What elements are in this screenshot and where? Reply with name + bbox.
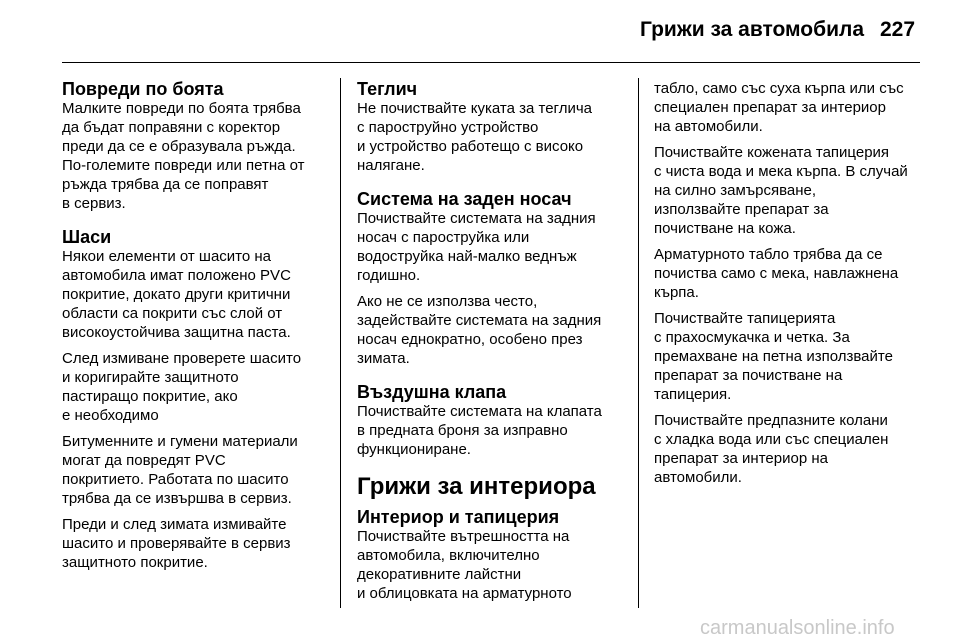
paragraph-chassis-3: Битуменните и гумени материали могат да повредят PVC покритието. Работата по шасито трябва да се извършва в сервиз.: [62, 433, 298, 507]
paragraph-dashboard: Арматурното табло трябва да се почиства само с мека, навлажнена кърпа.: [654, 246, 899, 301]
paragraph-chassis-1: Някои елементи от шасито на автомобила имат положено PVC покритие, докато други критични области са покрити със слой от високоустойчива защитна паста.: [62, 248, 291, 341]
column-3: [654, 79, 926, 494]
heading-interior-upholstery: Интериор и тапицерия: [357, 507, 560, 527]
heading-chassis: Шаси: [62, 227, 112, 247]
paragraph-towbar: Не почиствайте куката за теглича с пароструйно устройство и устройство работещо с високо налягане.: [357, 100, 592, 174]
paragraph-interior-1: Почиствайте вътрешността на автомобила, включително декоративните лайстни и облицовката на арматурното: [357, 528, 572, 602]
page-header-title: Грижи за автомобила: [640, 18, 865, 41]
paragraph-leather: Почиствайте кожената тапицерия с чиста вода и мека кърпа. В случай на силно замърсяване, използвайте препарат за почистване на кожа.: [654, 144, 908, 237]
header-divider: [62, 62, 920, 63]
page-number: 227: [880, 18, 916, 41]
paragraph-upholstery: Почиствайте тапицерията с прахосмукачка и четка. За премахване на петна използвайте препарат за почистване на тапицерия.: [654, 310, 893, 403]
page-header: [0, 0, 960, 62]
heading-towbar: Теглич: [357, 79, 418, 99]
column-1: [62, 79, 332, 579]
paragraph-interior-2: табло, само със суха кърпа или със специален препарат за интериор на автомобили.: [654, 80, 904, 135]
heading-air-flap: Въздушна клапа: [357, 382, 507, 402]
column-2: [357, 79, 627, 610]
paragraph-paint-damage: Малките повреди по боята трябва да бъдат поправяни с коректор преди да се е образувала ръжда. По-големите повреди или петна от ръжда трябва да се поправят в сервиз.: [62, 100, 305, 212]
paragraph-chassis-2: След измиване проверете шасито и коригирайте защитното пастиращо покритие, ако е необходимо: [62, 350, 302, 424]
paragraph-chassis-4: Преди и след зимата измивайте шасито и проверявайте в сервиз защитното покритие.: [62, 516, 291, 571]
paragraph-air-flap: Почиствайте системата на клапата в предната броня за изправно функциониране.: [357, 403, 602, 458]
column-divider-1: [340, 78, 341, 608]
column-divider-2: [638, 78, 639, 608]
watermark: carmanualsonline.info: [700, 617, 895, 639]
heading-paint-damage: Повреди по боята: [62, 79, 224, 99]
paragraph-rear-carrier-1: Почиствайте системата на задния носач с пароструйка или водоструйка най-малко веднъж годишно.: [357, 210, 596, 284]
paragraph-rear-carrier-2: Ако не се използва често, задействайте системата на задния носач еднократно, особено през зимата.: [357, 293, 602, 367]
section-title-interior-care: Грижи за интериора: [357, 473, 596, 500]
heading-rear-carrier: Система на заден носач: [357, 189, 572, 209]
paragraph-seatbelts: Почиствайте предпазните колани с хладка вода или със специален препарат за интериор на автомобили.: [654, 412, 889, 486]
